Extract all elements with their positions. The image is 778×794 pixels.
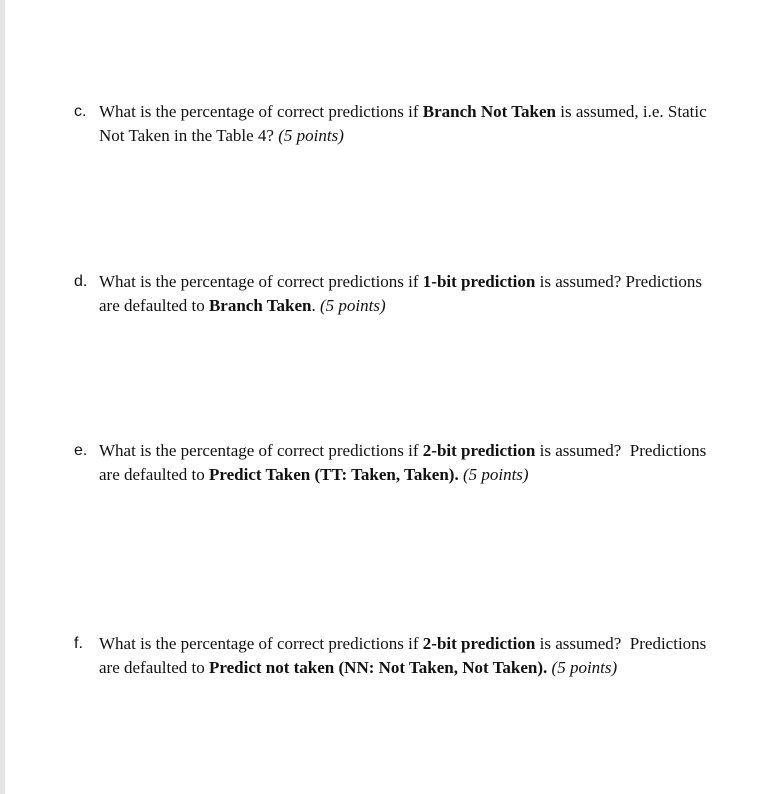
bold-term: Predict Taken (TT: Taken, Taken). xyxy=(208,465,459,484)
bold-term: 2-bit prediction xyxy=(422,634,536,653)
question-marker: c. xyxy=(74,103,87,120)
text-run: What is the percentage of correct predictions if xyxy=(99,441,423,460)
question-c xyxy=(74,100,764,148)
question-d xyxy=(74,270,764,318)
page-left-edge xyxy=(0,0,5,794)
question-marker: d. xyxy=(74,273,88,290)
question-line-2 xyxy=(99,294,764,318)
question-marker: f. xyxy=(74,635,83,652)
text-run: are defaulted to xyxy=(99,296,209,315)
text-run: is assumed? Predictions xyxy=(535,441,707,460)
text-run: . xyxy=(311,296,320,315)
question-line-1 xyxy=(99,439,764,463)
question-text xyxy=(99,100,764,148)
bold-term: Branch Not Taken xyxy=(422,102,556,121)
bold-term: 2-bit prediction xyxy=(422,441,536,460)
text-run: What is the percentage of correct predictions if xyxy=(99,102,423,121)
question-marker: e. xyxy=(74,442,88,459)
question-line-1 xyxy=(99,100,764,124)
question-line-2 xyxy=(99,124,764,148)
question-line-1 xyxy=(99,632,764,656)
points-label: (5 points) xyxy=(278,126,344,145)
points-label: (5 points) xyxy=(462,465,529,484)
text-run: is assumed? Predictions xyxy=(535,634,707,653)
text-run: is assumed? Predictions xyxy=(535,272,703,291)
bold-term: Predict not taken (NN: Not Taken, Not Taken). xyxy=(208,658,548,677)
question-e xyxy=(74,439,764,487)
points-label: (5 points) xyxy=(319,296,386,315)
text-run: are defaulted to xyxy=(99,658,209,677)
bold-term: 1-bit prediction xyxy=(422,272,536,291)
question-text xyxy=(99,439,764,487)
question-line-1 xyxy=(99,270,764,294)
text-run: What is the percentage of correct predictions if xyxy=(99,272,423,291)
points-label: (5 points) xyxy=(551,658,618,677)
question-line-2 xyxy=(99,463,764,487)
bold-term: Branch Taken xyxy=(208,296,312,315)
question-text xyxy=(99,270,764,318)
question-f xyxy=(74,632,764,680)
text-run: Not Taken in the Table 4? xyxy=(99,126,279,145)
text-run: What is the percentage of correct predictions if xyxy=(99,634,423,653)
question-line-2 xyxy=(99,656,764,680)
text-run: is assumed, i.e. Static xyxy=(556,102,707,121)
question-text xyxy=(99,632,764,680)
text-run: are defaulted to xyxy=(99,465,209,484)
